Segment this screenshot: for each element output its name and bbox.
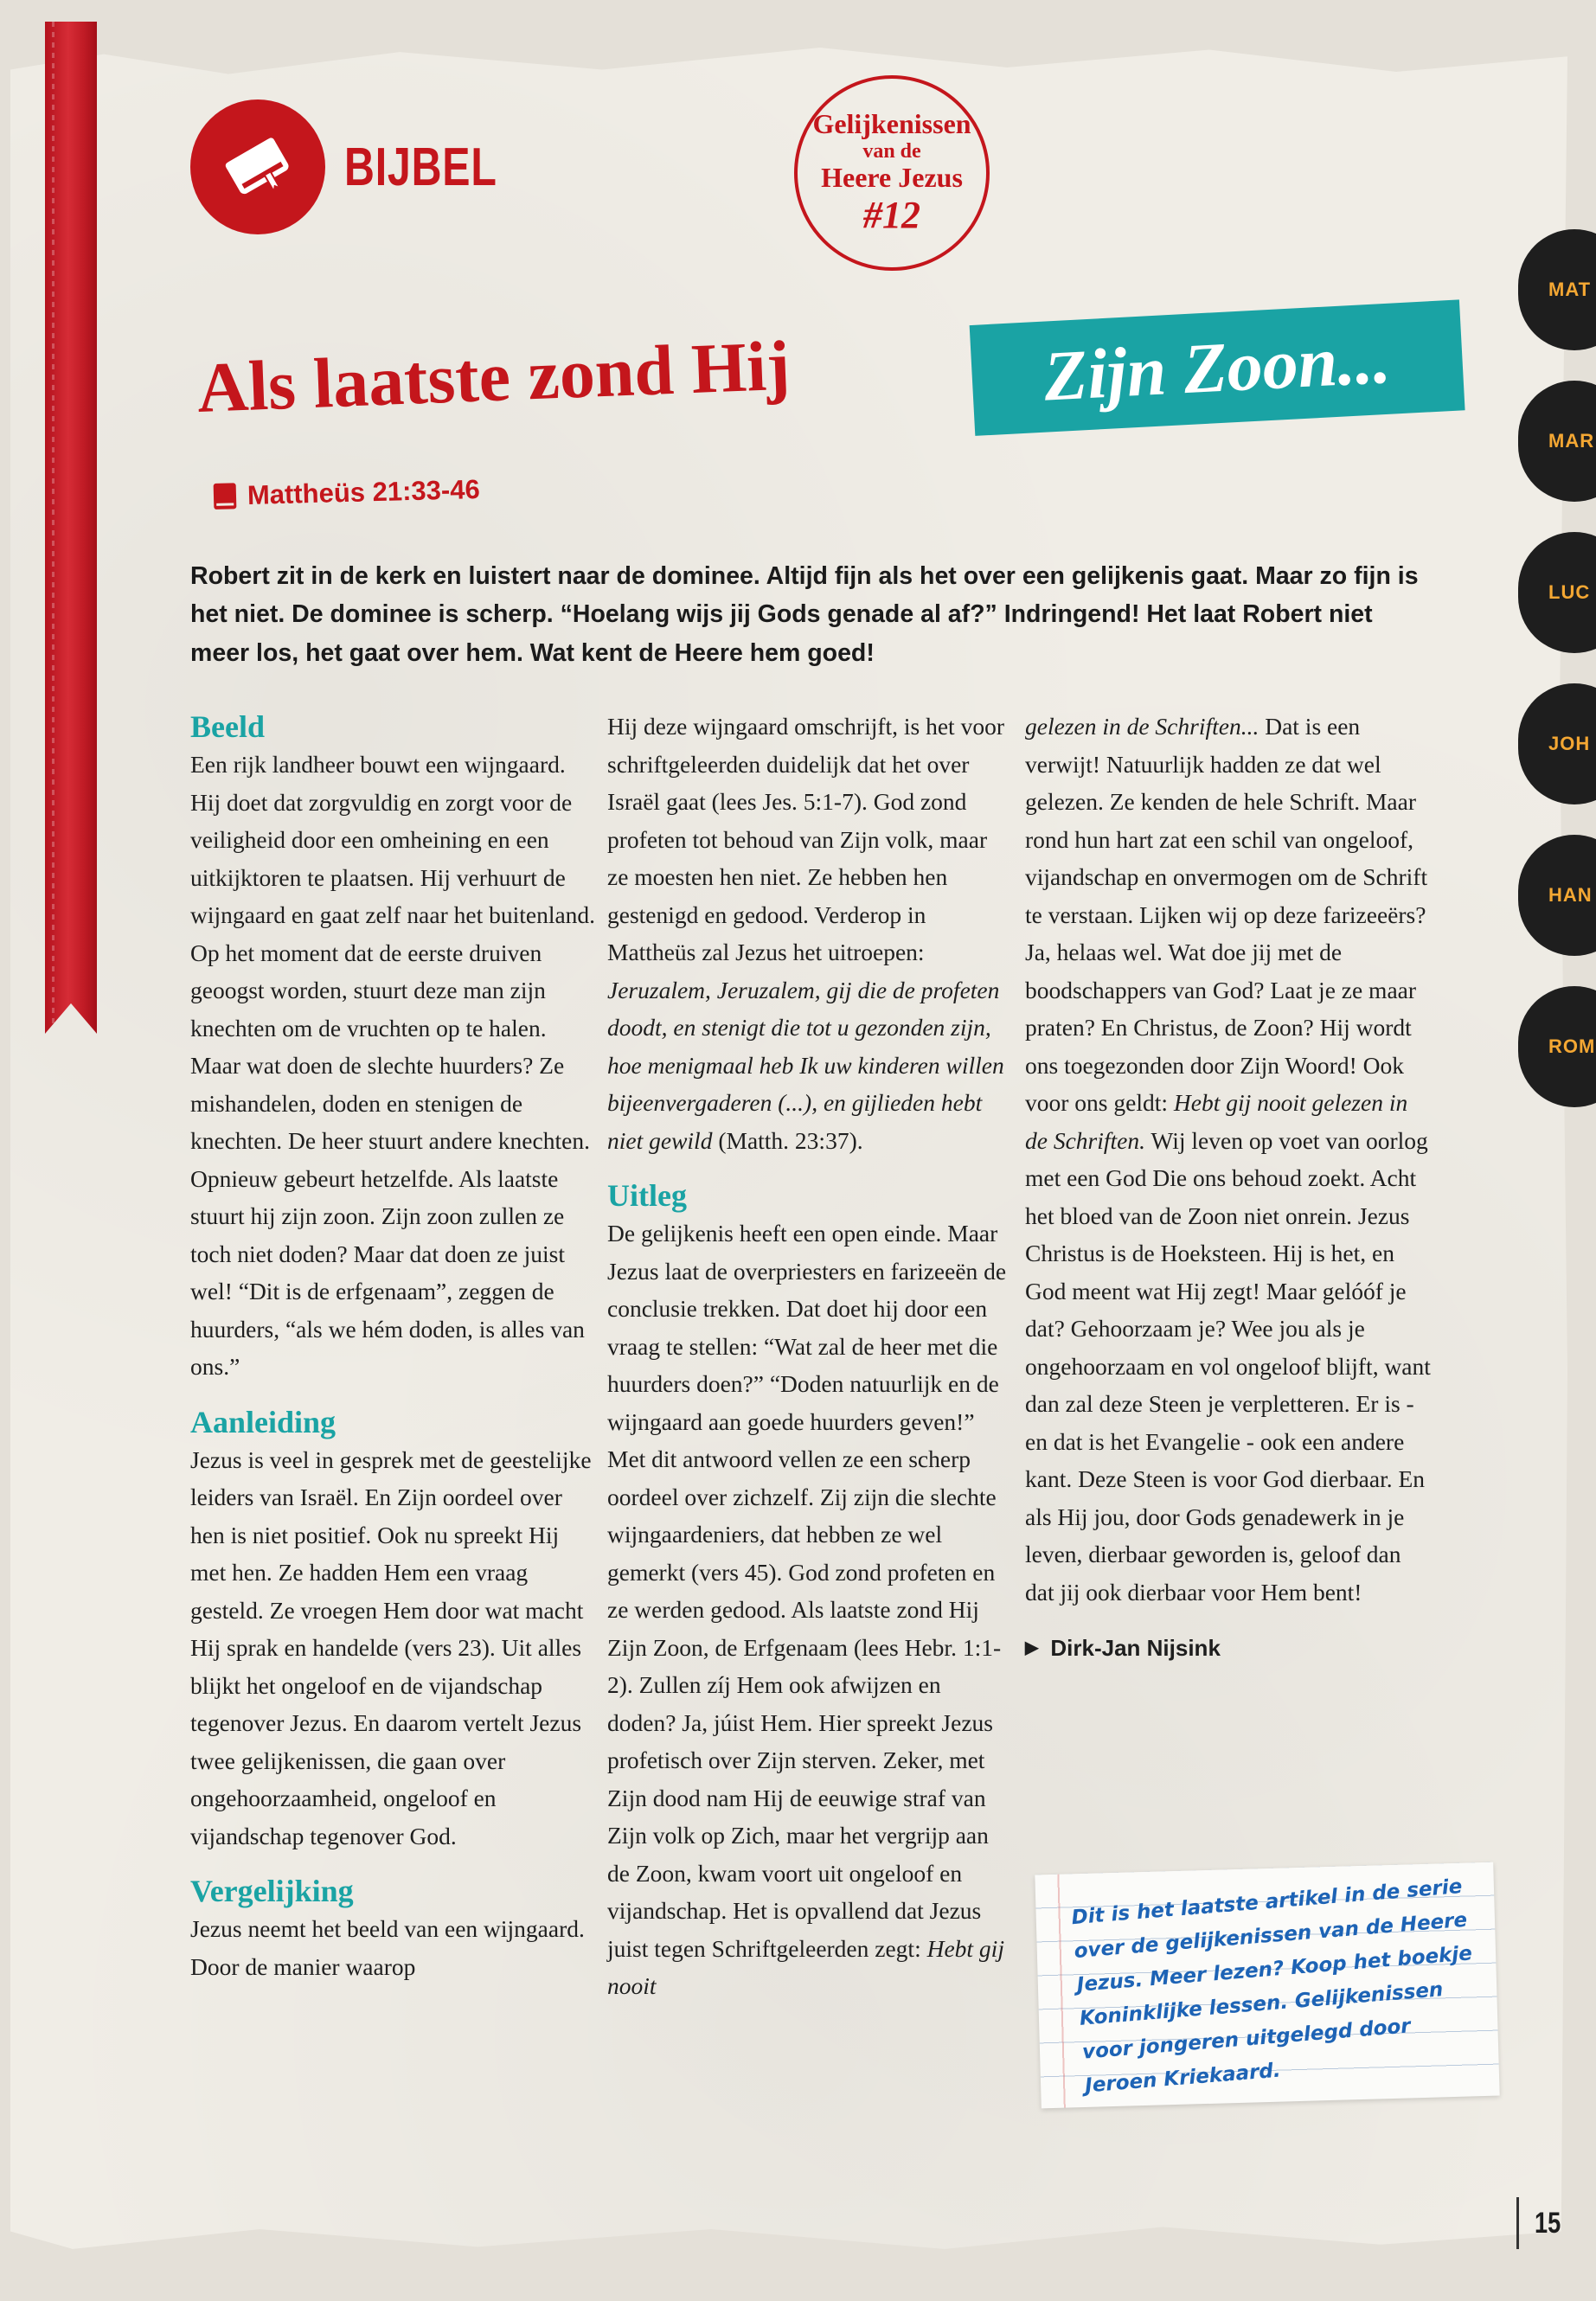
series-number: #12 xyxy=(863,194,920,237)
text-vergelijking-cont xyxy=(607,708,1014,1159)
tab-joh[interactable]: JOH xyxy=(1518,683,1596,804)
bookmark-ribbon xyxy=(45,22,97,1034)
series-line1: Gelijkenissen xyxy=(812,108,971,140)
vergelijking-cont-b: (Matth. 23:37). xyxy=(712,1126,863,1154)
tab-rom[interactable]: ROM xyxy=(1518,986,1596,1107)
heading-vergelijking: Vergelijking xyxy=(190,1874,354,1908)
quote-schriften: Hebt gij nooit gelezen in de Schriften. xyxy=(1025,1089,1408,1154)
reference-text: Mattheüs 21:33-46 xyxy=(247,473,481,510)
heading-aanleiding: Aanleiding xyxy=(190,1404,337,1439)
uitleg-text: De gelijkenis heeft een open einde. Maar Jezus laat de overpriesters en farizeeën de conclusie trekken. Dat doet hij door een vraag te stellen: “Wat zal de heer met die huurders doen?” “Doden natuurlijk en de wijngaard aan goede huurders geven!” Met dit antwoord vellen ze een scherp oordeel over zichzelf. Zij zijn die slechte wijngaardeniers, dat hebben ze wel gemerkt (vers 45). God zond profeten en ze werden gedood. Als laatste zond Hij Zijn Zoon, de Erfgenaam (lees Hebr. 1:1-2). Zullen zíj Hem ook afwijzen en doden? Ja, júist Hem. Hier spreekt Jezus profetisch over Zijn sterven. Zeker, met Zijn dood nam Hij de eeuwige straf van Zijn volk op Zich, maar het vergrijp aan de Zoon, kwam voort uit ongeloof en vijandschap. Het is opvallend dat Jezus juist tegen Schriftgeleerden zegt: xyxy=(607,1220,1007,1962)
tab-mar[interactable]: MAR xyxy=(1518,381,1596,502)
book-icon xyxy=(213,482,238,510)
vergelijking-cont-a: Hij deze wijngaard omschrijft, is het voor schriftgeleerden duidelijk dat het over Israël gaat (lees Jes. 5:1-7). God zond profeten tot behoud van Zijn volk, maar ze moesten hen niet. Ze hebben hen gestenigd en gedood. Verderop in Mattheüs zal Jezus het uitroepen: xyxy=(607,713,1004,965)
column-3 xyxy=(1025,708,1432,1668)
bible-book-icon xyxy=(190,99,325,234)
tab-han[interactable]: HAN xyxy=(1518,835,1596,956)
column-2 xyxy=(607,708,1014,2005)
page-number xyxy=(1516,2197,1567,2249)
section-title: BIJBEL xyxy=(344,137,497,197)
tab-luc[interactable]: LUC xyxy=(1518,532,1596,653)
page-number-text: 15 xyxy=(1535,2206,1561,2240)
text-beeld: Een rijk landheer bouwt een wijngaard. Hij doet dat zorgvuldig en zorgt voor de veiligheid door een omheining en een uitkijktoren te plaatsen. Hij verhuurt de wijngaard en gaat zelf naar het buitenland. Op het moment dat de eerste druiven geoogst worden, stuurt deze man zijn knechten om de vruchten op te halen. Maar wat doen de slechte huurders? Ze mishandelen, doden en stenigen de knechten. De heer stuurt andere knechten. Opnieuw gebeurt hetzelfde. Als laatste stuurt hij zijn zoon. Zijn zoon zullen ze toch niet doden? Maar dat doen ze juist wel! “Dit is de erfgenaam”, zeggen de huurders, “als we hém doden, is alles van ons.” xyxy=(190,751,596,1380)
play-triangle-icon: ▶ xyxy=(1025,1638,1039,1657)
heading-uitleg: Uitleg xyxy=(607,1178,687,1213)
author-name: Dirk-Jan Nijsink xyxy=(1050,1635,1221,1661)
series-line2: van de xyxy=(862,139,921,163)
text-vergelijking: Jezus neemt het beeld van een wijngaard. Door de manier waarop xyxy=(190,1915,585,1980)
column-1 xyxy=(190,708,597,1985)
note-text: Dit is het laatste artikel in de serie over de gelijkenissen van de Heere Jezus. Meer lezen? Koop het boekje Koninklijke lessen. Gelijkenissen voor jongeren uitgelegd door Jeroen Kriekaard. xyxy=(1070,1875,1473,2098)
section-header xyxy=(190,99,540,234)
handwritten-note xyxy=(1035,1862,1499,2109)
headline-part1: Als laatste zond Hij xyxy=(195,325,792,427)
tab-mat[interactable]: MAT xyxy=(1518,229,1596,350)
series-line3: Heere Jezus xyxy=(821,162,963,193)
intro-text: Robert zit in de kerk en luistert naar de dominee. Altijd fijn als het over een gelijkenis gaat. Maar zo fijn is het niet. De dominee is scherp. “Hoelang wijs jij Gods genade al af?” Indringend! Het laat Robert niet meer los, het gaat over hem. Wat kent de Heere hem goed! xyxy=(190,562,1419,667)
headline-part2: Zijn Zoon... xyxy=(1042,318,1393,416)
quote-cont: gelezen in de Schriften... xyxy=(1025,713,1259,740)
column3-text-a: Dat is een verwijt! Natuurlijk hadden ze dat wel gelezen. Ze kenden de hele Schrift. Maar rond hun hart zat een schil van ongeloof, vijandschap en onvermogen om de Schrift te verstaan. Lijken wij op deze farizeeërs? Ja, helaas wel. Wat doe jij met de boodschappers van God? Laat je ze maar praten? En Christus, de Zoon? Hij wordt ons toegezonden door Zijn Woord! Ook voor ons geldt: xyxy=(1025,713,1428,1116)
text-aanleiding: Jezus is veel in gesprek met de geestelijke leiders van Israël. En Zijn oordeel over hen is niet positief. Ook nu spreekt Hij met hen. Ze hadden Hem een vraag gesteld. Ze vroegen Hem door wat macht Hij sprak en handelde (vers 23). Uit alles blijkt het ongeloof en de vijandschap tegenover Jezus. En daarom vertelt Jezus twee gelijkenissen, die gaan over ongehoorzaamheid, ongeloof en vijandschap tegenover God. xyxy=(190,1445,592,1849)
text-uitleg xyxy=(607,1215,1014,2005)
uitleg-quote: Hebt gij nooit xyxy=(607,1934,1004,1999)
quote-jeruzalem: Jeruzalem, Jeruzalem, gij die de profeten doodt, en stenigt die tot u gezonden zijn, hoe menigmaal heb Ik uw kinderen willen bijeenvergaderen (...), en gijlieden hebt niet gewild xyxy=(607,976,1004,1154)
text-column3 xyxy=(1025,708,1432,1611)
author-line xyxy=(1025,1630,1432,1668)
column3-text-b: Wij leven op voet van oorlog met een God Die ons behoud zoekt. Acht het bloed van de Zoon niet onrein. Jezus Christus is de Hoeksteen. Hij is het, en God meent wat Hij zegt! Maar gelóóf je dat? Gehoorzaam je? Wee jou als je ongehoorzaam en vol ongeloof blijft, want dan zal deze Steen je verpletteren. Er is - en dat is het Evangelie - ook een andere kant. Deze Steen is voor God dierbaar. En als Hij jou, door Gods genadewerk in je leven, dierbaar geworden is, geloof dan dat jij ook dierbaar voor Hem bent! xyxy=(1025,1126,1431,1606)
series-badge xyxy=(794,75,990,271)
heading-beeld: Beeld xyxy=(190,709,265,744)
